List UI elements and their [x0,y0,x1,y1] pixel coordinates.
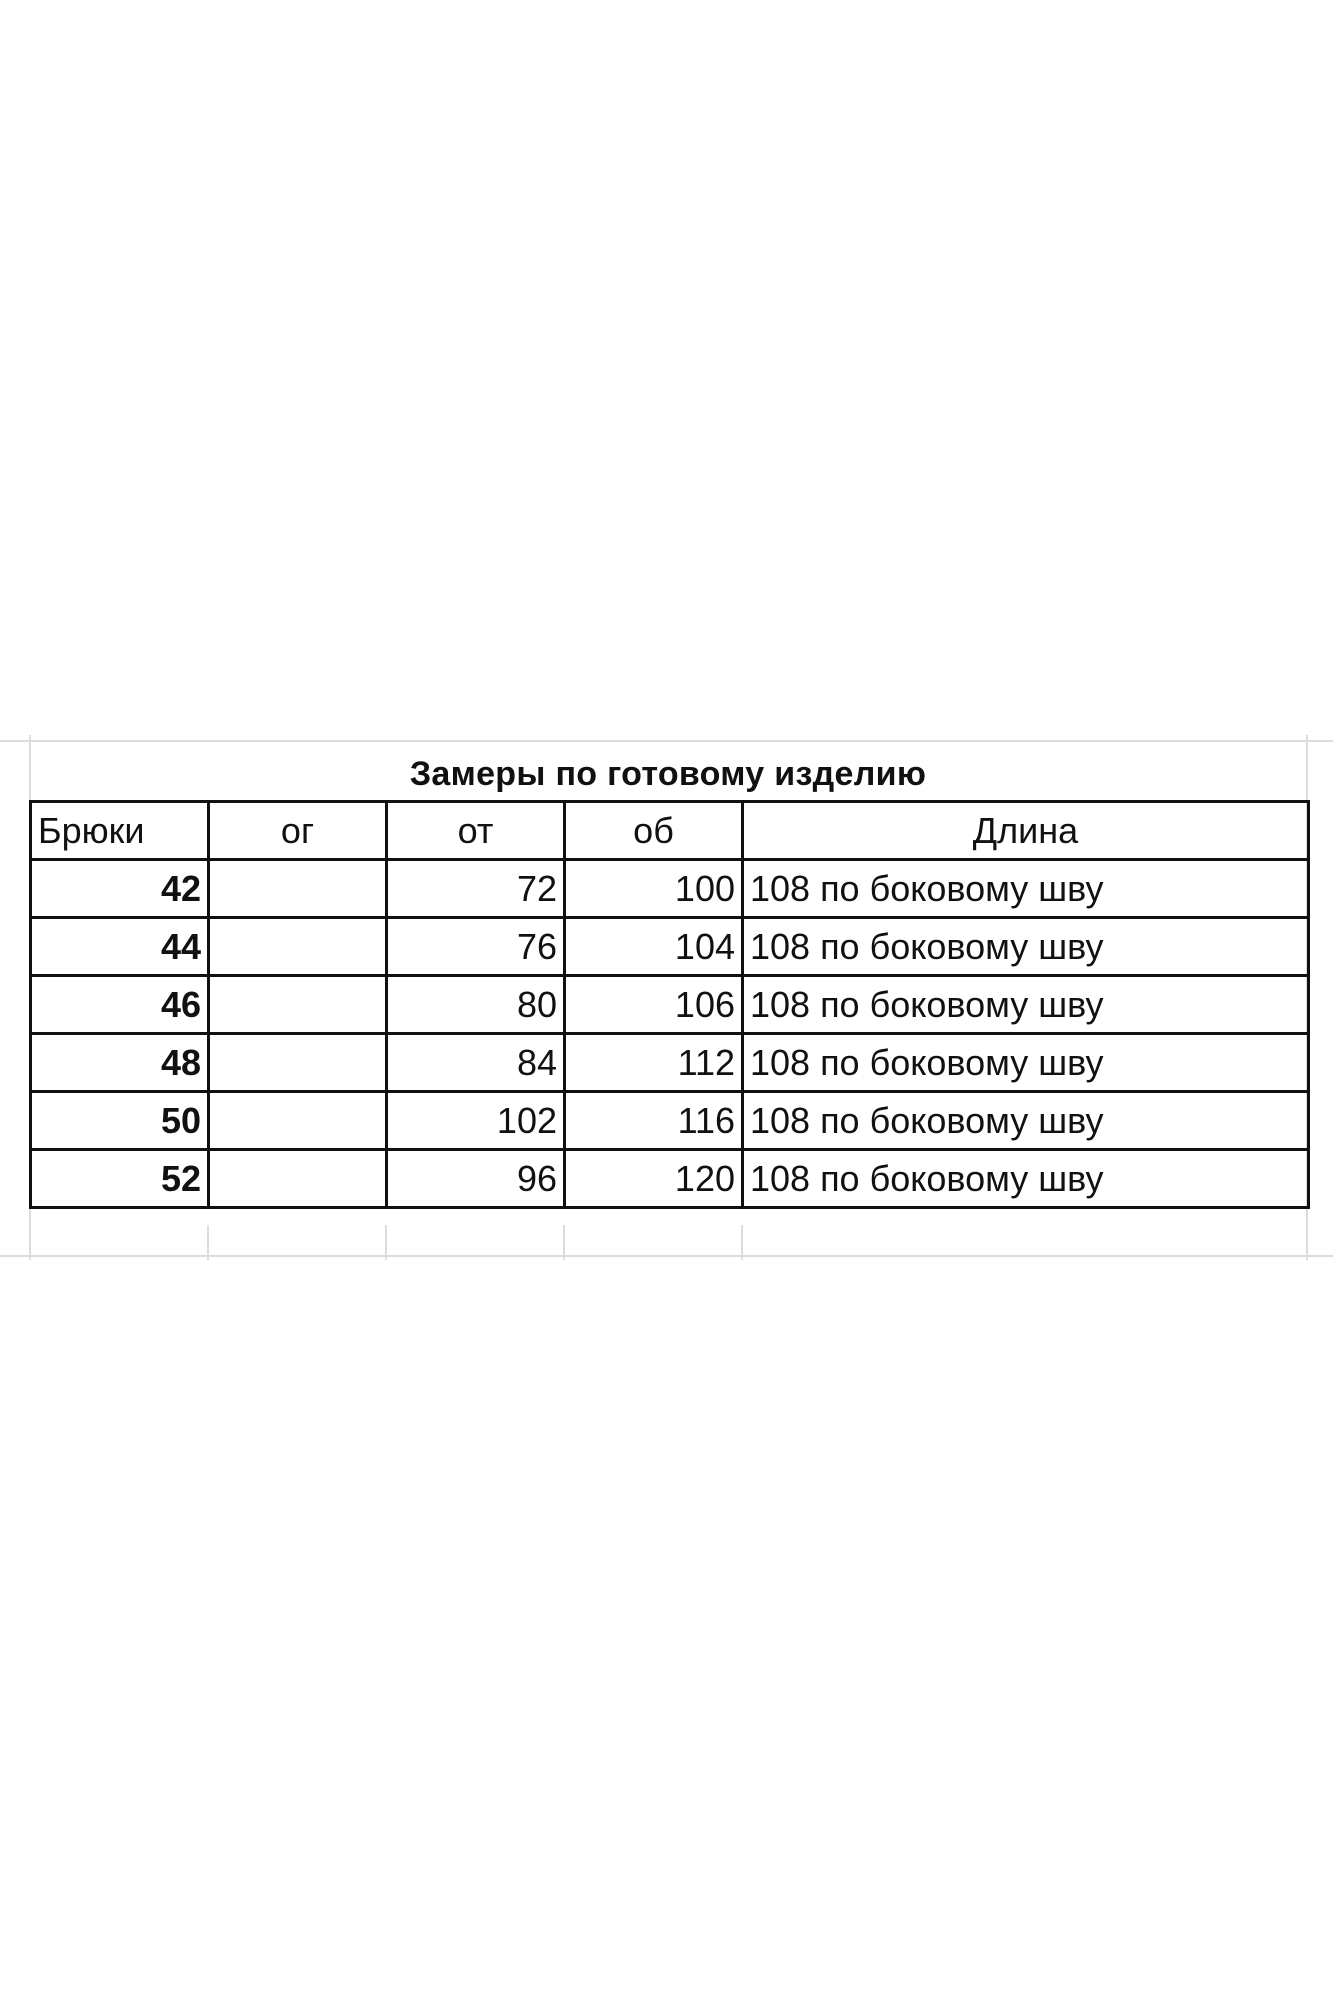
ot-cell[interactable]: 80 [387,976,565,1034]
length-cell[interactable]: 108 по боковому шву [743,1092,1309,1150]
og-cell[interactable] [209,1150,387,1208]
table-row [31,976,1309,1034]
grid-line [563,1225,565,1260]
grid-line [0,740,1333,742]
ob-cell[interactable]: 106 [565,976,743,1034]
ob-cell[interactable]: 116 [565,1092,743,1150]
size-cell[interactable]: 46 [31,976,209,1034]
ot-cell[interactable]: 72 [387,860,565,918]
ot-cell[interactable]: 96 [387,1150,565,1208]
og-cell[interactable] [209,1034,387,1092]
grid-line [741,1225,743,1260]
table-row [31,918,1309,976]
header-cell-trousers[interactable]: Брюки [31,802,209,860]
measurements-table [29,800,1310,1209]
table-row [31,1092,1309,1150]
length-cell[interactable]: 108 по боковому шву [743,1034,1309,1092]
ob-cell[interactable]: 112 [565,1034,743,1092]
ot-cell[interactable]: 76 [387,918,565,976]
grid-line [207,1225,209,1260]
og-cell[interactable] [209,860,387,918]
header-cell-ot[interactable]: от [387,802,565,860]
size-cell[interactable]: 42 [31,860,209,918]
header-cell-ob[interactable]: об [565,802,743,860]
size-cell[interactable]: 48 [31,1034,209,1092]
length-cell[interactable]: 108 по боковому шву [743,1150,1309,1208]
ob-cell[interactable]: 100 [565,860,743,918]
og-cell[interactable] [209,1092,387,1150]
grid-line [0,1255,1333,1257]
size-cell[interactable]: 52 [31,1150,209,1208]
size-cell[interactable]: 50 [31,1092,209,1150]
header-row [31,802,1309,860]
grid-line [385,1225,387,1260]
length-cell[interactable]: 108 по боковому шву [743,860,1309,918]
header-cell-length[interactable]: Длина [743,802,1309,860]
table-title: Замеры по готовому изделию [409,755,927,793]
ot-cell[interactable]: 84 [387,1034,565,1092]
ot-cell[interactable]: 102 [387,1092,565,1150]
table-row [31,1150,1309,1208]
length-cell[interactable]: 108 по боковому шву [743,918,1309,976]
og-cell[interactable] [209,918,387,976]
length-cell[interactable]: 108 по боковому шву [743,976,1309,1034]
ob-cell[interactable]: 104 [565,918,743,976]
og-cell[interactable] [209,976,387,1034]
table-row [31,1034,1309,1092]
table-row [31,860,1309,918]
size-cell[interactable]: 44 [31,918,209,976]
header-cell-og[interactable]: ог [209,802,387,860]
ob-cell[interactable]: 120 [565,1150,743,1208]
